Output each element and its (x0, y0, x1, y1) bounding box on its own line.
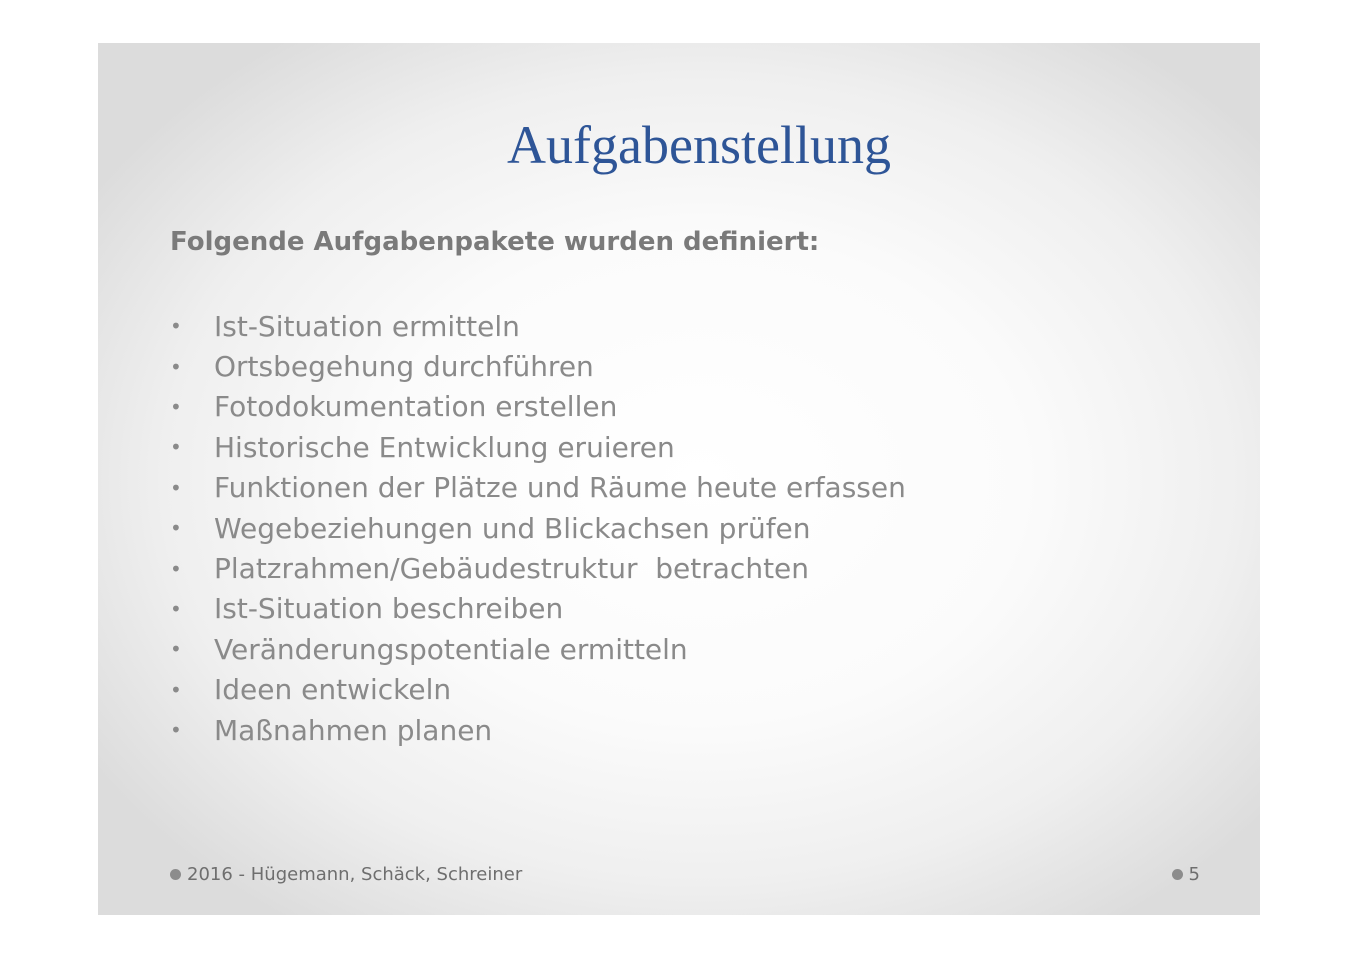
bullet-icon: • (170, 354, 182, 379)
bullet-icon: • (170, 435, 182, 460)
list-item-text: Fotodokumentation erstellen (214, 390, 618, 424)
list-item (170, 589, 906, 629)
slide-intro: Folgende Aufgabenpakete wurden definiert: (170, 227, 820, 257)
bullet-icon: • (170, 475, 182, 500)
list-item-text: Maßnahmen planen (214, 713, 493, 747)
list-item (170, 508, 906, 548)
list-item (170, 670, 906, 710)
bullet-icon: • (170, 394, 182, 419)
list-item (170, 629, 906, 669)
bullet-icon: • (170, 718, 182, 743)
list-item-text: Platzrahmen/Gebäudestruktur betrachten (214, 552, 810, 586)
list-item-text: Ideen entwickeln (214, 673, 452, 707)
footer-dot-icon (170, 869, 181, 880)
list-item (170, 346, 906, 386)
list-item-text: Historische Entwicklung eruieren (214, 430, 675, 464)
list-item (170, 387, 906, 427)
page-number (1172, 864, 1200, 885)
bullet-icon: • (170, 556, 182, 581)
slide-title: Aufgabenstellung (507, 115, 891, 175)
list-item-text: Veränderungspotentiale ermitteln (214, 632, 688, 666)
bullet-icon: • (170, 677, 182, 702)
slide (98, 43, 1260, 915)
bullet-icon: • (170, 314, 182, 339)
list-item-text: Ist-Situation beschreiben (214, 592, 564, 626)
footer-credit (170, 864, 522, 885)
list-item-text: Wegebeziehungen und Blickachsen prüfen (214, 511, 811, 545)
list-item (170, 468, 906, 508)
bullet-icon: • (170, 637, 182, 662)
page-number-text: 5 (1188, 864, 1200, 885)
footer-credit-text: 2016 - Hügemann, Schäck, Schreiner (187, 864, 523, 885)
list-item-text: Ist-Situation ermitteln (214, 309, 520, 343)
list-item (170, 306, 906, 346)
list-item (170, 710, 906, 750)
list-item (170, 427, 906, 467)
list-item-text: Ortsbegehung durchführen (214, 350, 594, 384)
list-item (170, 548, 906, 588)
task-list (170, 306, 906, 750)
bullet-icon: • (170, 516, 182, 541)
page-number-dot-icon (1172, 869, 1183, 880)
list-item-text: Funktionen der Plätze und Räume heute erfassen (214, 471, 906, 505)
bullet-icon: • (170, 596, 182, 621)
